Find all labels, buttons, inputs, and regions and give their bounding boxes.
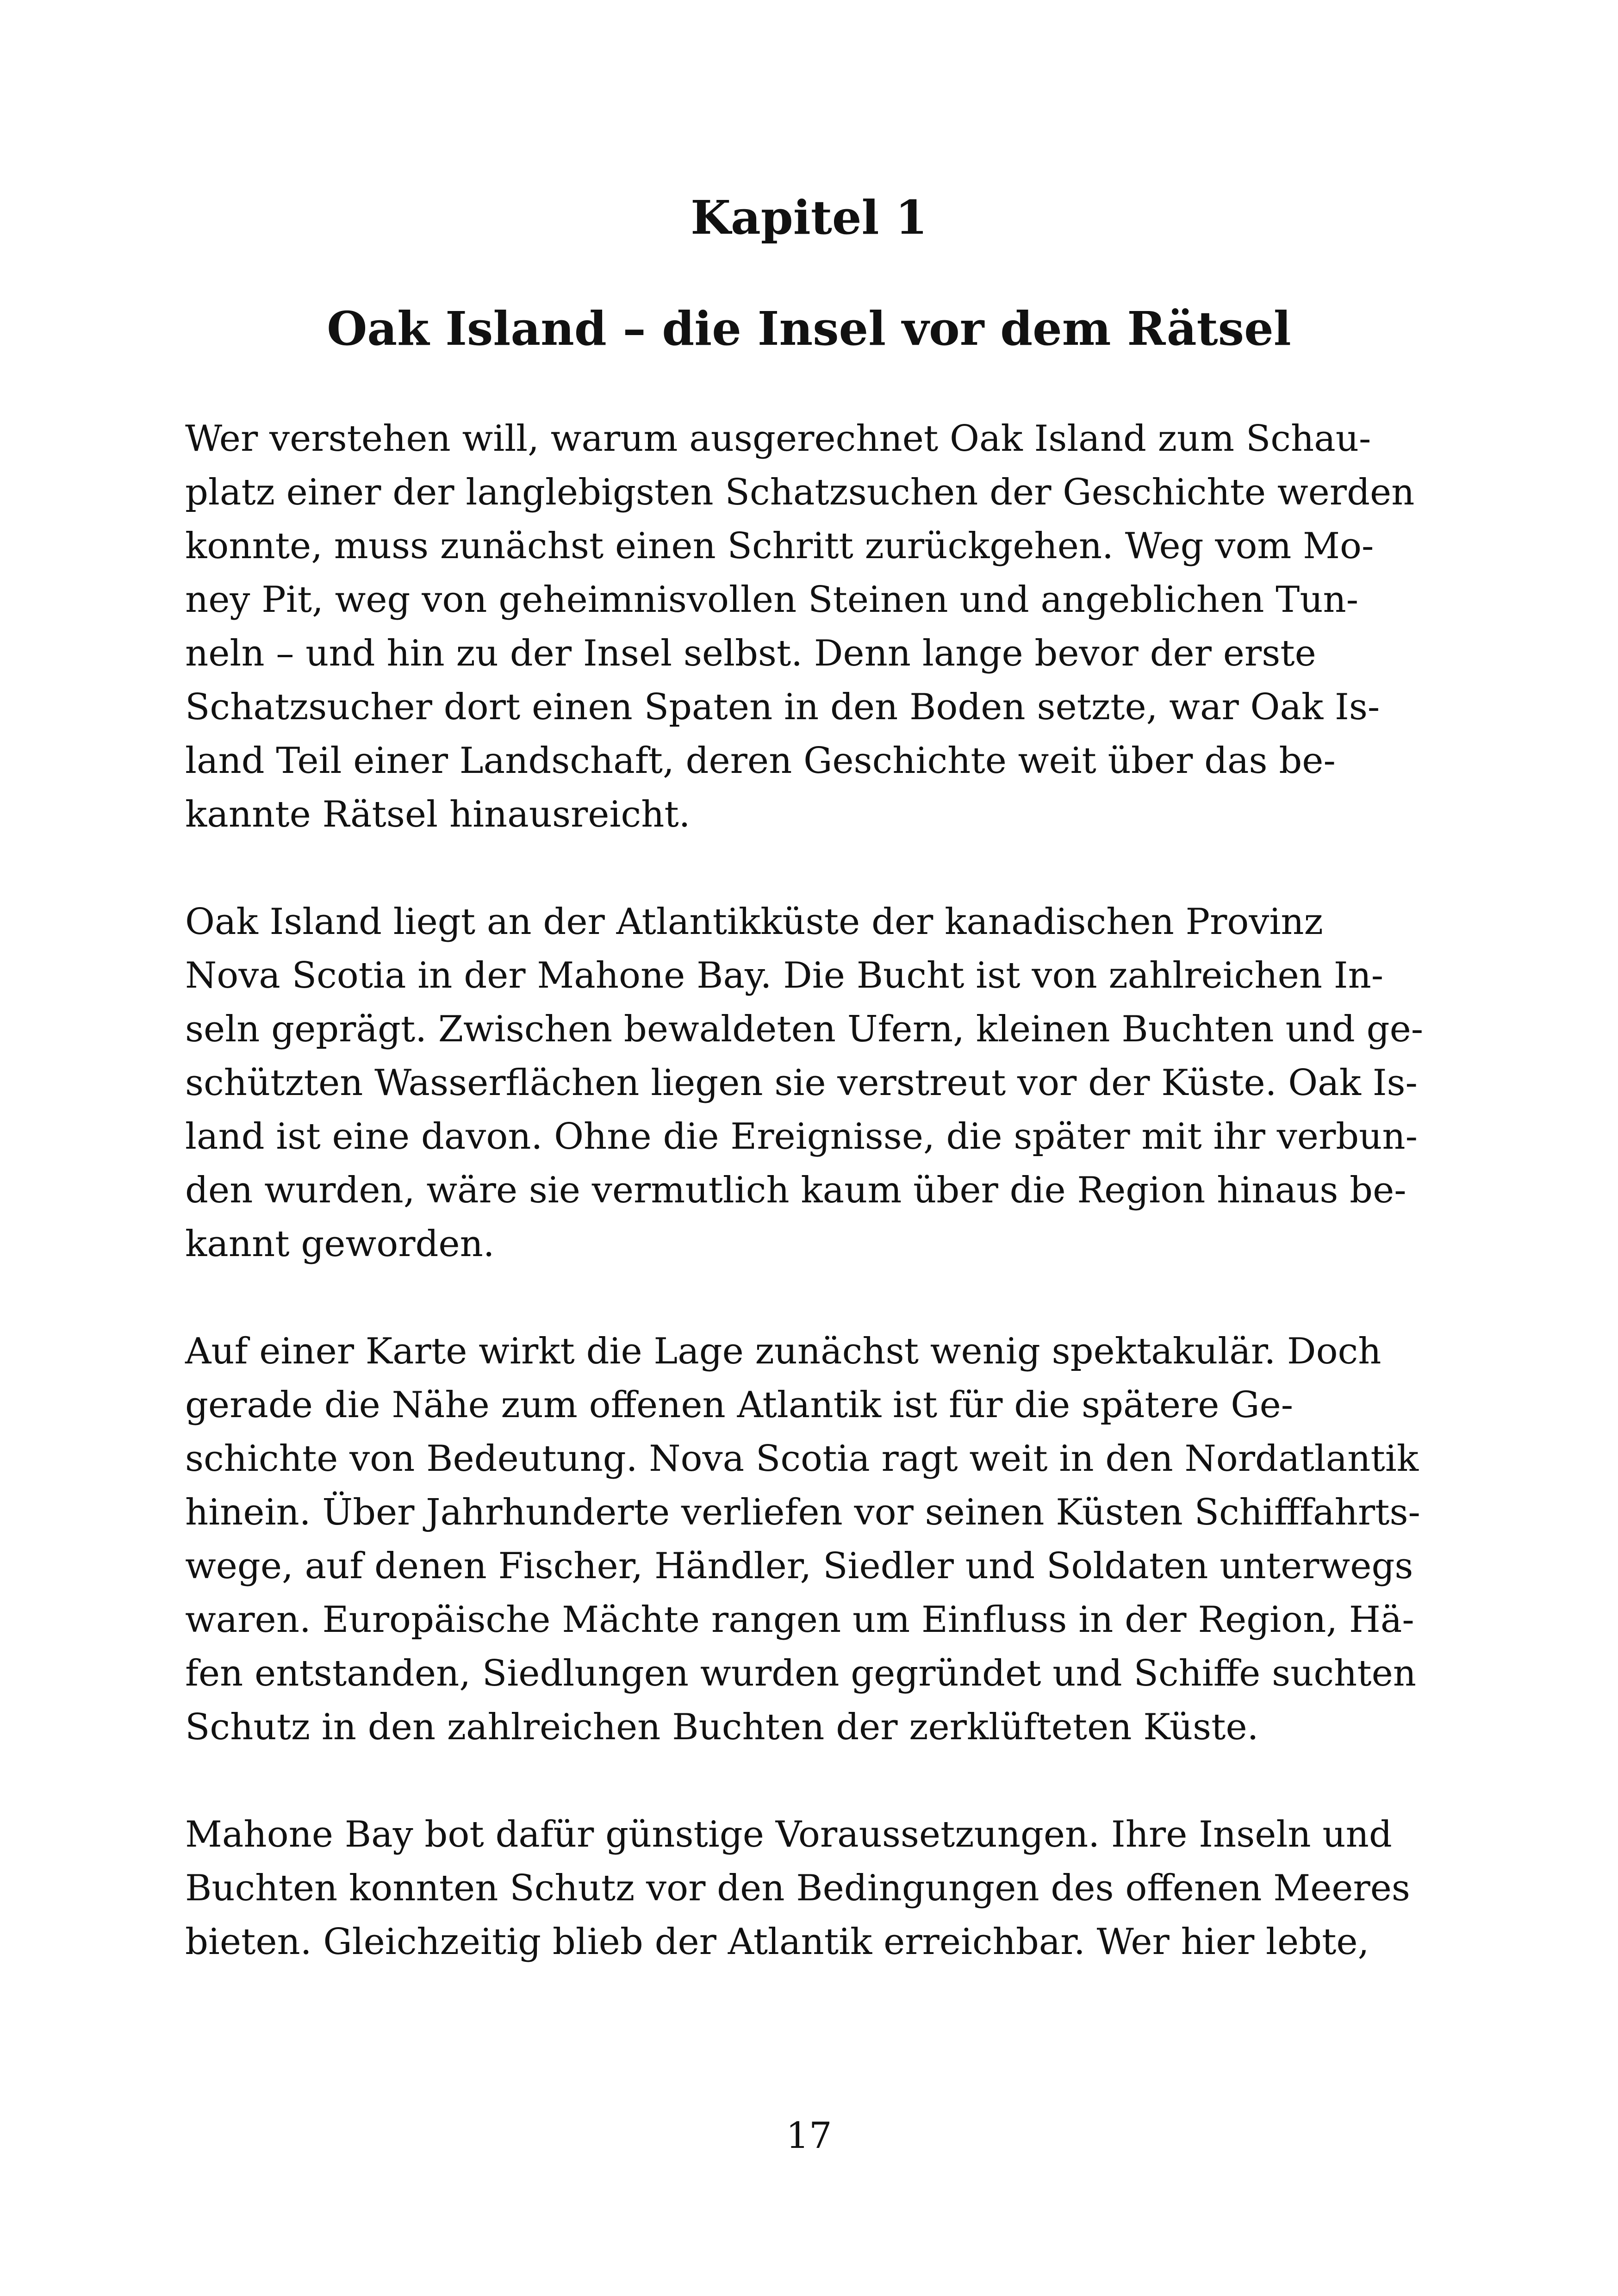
text-line: ney Pit, weg von geheimnisvollen Steinen und angeblichen Tun-: [185, 579, 1359, 621]
paragraph: [185, 895, 1435, 1271]
paragraph-spacer: [185, 1271, 1435, 1325]
paragraph: [185, 412, 1435, 841]
text-line: Mahone Bay bot dafür günstige Voraussetzungen. Ihre Inseln und: [185, 1814, 1392, 1855]
text-line: waren. Europäische Mächte rangen um Einfluss in der Region, Hä-: [185, 1599, 1414, 1641]
text-line: den wurden, wäre sie vermutlich kaum über die Region hinaus be-: [185, 1170, 1406, 1211]
text-line: konnte, muss zunächst einen Schritt zurückgehen. Weg vom Mo-: [185, 525, 1374, 567]
text-line: seln geprägt. Zwischen bewaldeten Ufern, kleinen Buchten und ge-: [185, 1008, 1424, 1050]
text-line: gerade die Nähe zum offenen Atlantik ist für die spätere Ge-: [185, 1384, 1294, 1426]
page-number: 17: [786, 2115, 832, 2157]
text-line: kannt geworden.: [185, 1223, 495, 1265]
text-line: Schatzsucher dort einen Spaten in den Boden setzte, war Oak Is-: [185, 686, 1380, 728]
text-line: Wer verstehen will, warum ausgerechnet Oak Island zum Schau-: [185, 418, 1371, 460]
body-text: [185, 412, 1435, 1969]
text-line: hinein. Über Jahrhunderte verliefen vor seinen Küsten Schifffahrts-: [185, 1492, 1420, 1533]
paragraph-spacer: [185, 1754, 1435, 1808]
text-line: wege, auf denen Fischer, Händler, Siedler und Soldaten unterwegs: [185, 1545, 1413, 1587]
text-line: Schutz in den zahlreichen Buchten der zerklüfteten Küste.: [185, 1706, 1259, 1748]
text-line: fen entstanden, Siedlungen wurden gegründet und Schiffe suchten: [185, 1653, 1417, 1694]
text-line: schützten Wasserflächen liegen sie verstreut vor der Küste. Oak Is-: [185, 1062, 1418, 1104]
text-line: platz einer der langlebigsten Schatzsuchen der Geschichte werden: [185, 472, 1415, 513]
text-line: land ist eine davon. Ohne die Ereignisse, die später mit ihr verbun-: [185, 1116, 1418, 1157]
paragraph-spacer: [185, 841, 1435, 895]
paragraph: [185, 1808, 1435, 1969]
text-line: Oak Island liegt an der Atlantikküste der kanadischen Provinz: [185, 901, 1323, 943]
text-line: Auf einer Karte wirkt die Lage zunächst wenig spektakulär. Doch: [185, 1331, 1382, 1372]
text-line: land Teil einer Landschaft, deren Geschichte weit über das be-: [185, 740, 1336, 782]
text-line: Nova Scotia in der Mahone Bay. Die Bucht ist von zahlreichen In-: [185, 955, 1384, 996]
paragraph: [185, 1325, 1435, 1754]
chapter-title: Oak Island – die Insel vor dem Rätsel: [327, 301, 1291, 356]
text-line: schichte von Bedeutung. Nova Scotia ragt weit in den Nordatlantik: [185, 1438, 1419, 1480]
text-line: kannte Rätsel hinausreicht.: [185, 794, 691, 835]
text-line: Buchten konnten Schutz vor den Bedingungen des offenen Meeres: [185, 1867, 1410, 1909]
chapter-number: Kapitel 1: [691, 190, 927, 245]
text-line: bieten. Gleichzeitig blieb der Atlantik erreichbar. Wer hier lebte,: [185, 1921, 1369, 1963]
text-line: neln – und hin zu der Insel selbst. Denn lange bevor der erste: [185, 633, 1316, 674]
